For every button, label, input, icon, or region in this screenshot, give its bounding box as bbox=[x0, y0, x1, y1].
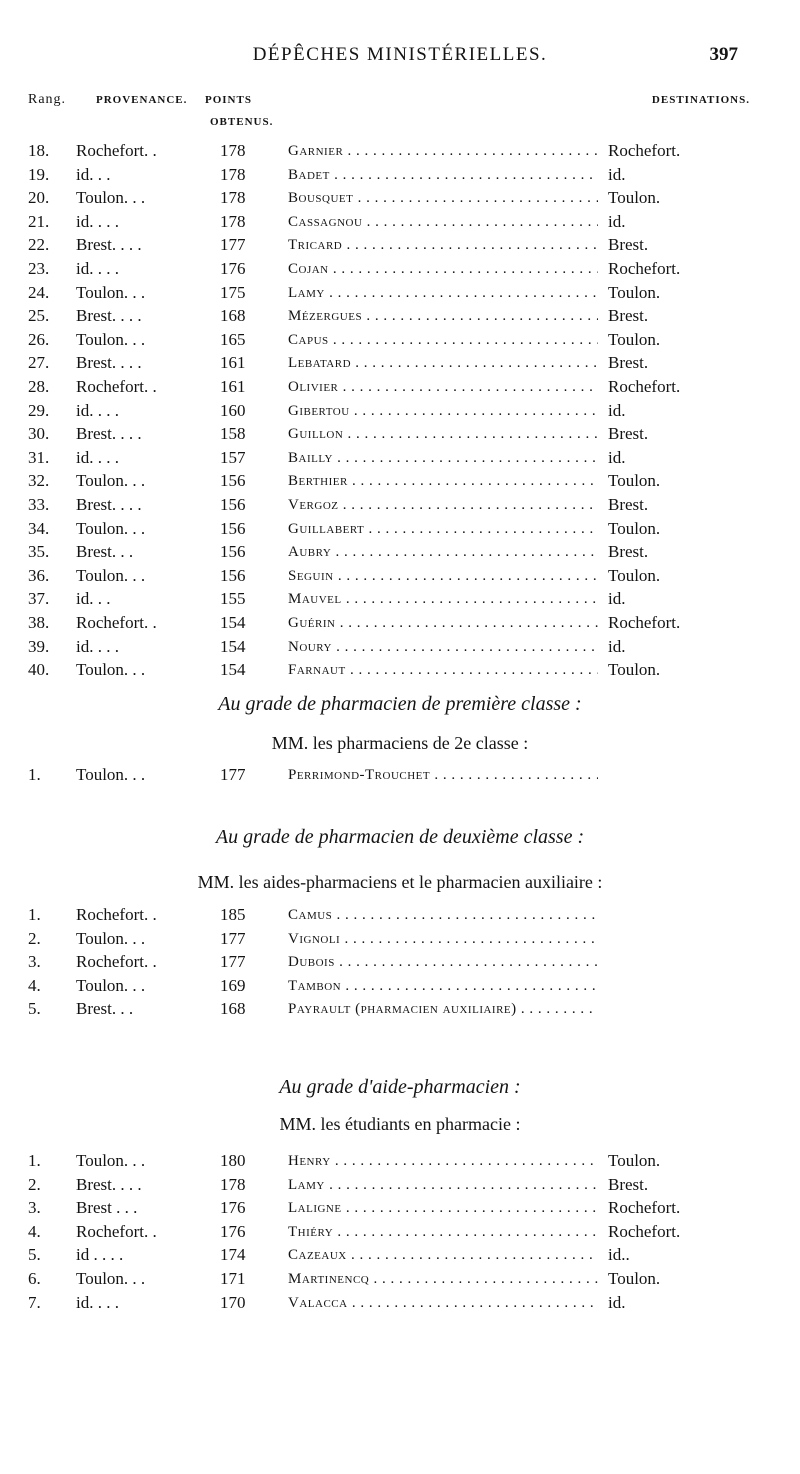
name-cell: Guérin . . . bbox=[288, 612, 598, 634]
points-cell: 177 bbox=[220, 952, 246, 972]
points-cell: 158 bbox=[220, 424, 246, 444]
page-title: DÉPÊCHES MINISTÉRIELLES. bbox=[252, 44, 548, 65]
destination-cell: id. bbox=[608, 164, 626, 184]
table-row bbox=[0, 400, 800, 422]
rank-cell: 33. bbox=[28, 495, 50, 514]
destination-cell: Brest. bbox=[608, 542, 649, 562]
section-subtitle-aides-pharmaciens: MM. les aides-pharmaciens et le pharmacien auxiliaire : bbox=[197, 872, 603, 892]
column-header-obtenus: OBTENUS. bbox=[210, 116, 274, 128]
rank-cell: 31. bbox=[28, 447, 50, 467]
rank-cell: 40. bbox=[28, 660, 50, 680]
table-row bbox=[0, 975, 800, 997]
table-row bbox=[0, 1292, 800, 1314]
name-cell: Seguin . . . bbox=[288, 565, 598, 587]
provenance-cell: Toulon. . . bbox=[76, 188, 146, 208]
points-cell: 154 bbox=[220, 660, 246, 680]
table-row bbox=[0, 140, 800, 162]
points-cell: 156 bbox=[220, 471, 246, 491]
points-cell: 170 bbox=[220, 1292, 246, 1312]
provenance-cell: Toulon. . . bbox=[76, 329, 146, 349]
destination-cell: Toulon. bbox=[608, 565, 661, 585]
table-row bbox=[0, 1197, 800, 1219]
provenance-cell: id. . . . bbox=[76, 636, 119, 656]
destination-cell: Rochefort. bbox=[608, 259, 681, 278]
section-subtitle-pharmaciens-2e-classe: MM. les pharmaciens de 2e classe : bbox=[271, 733, 529, 753]
destination-cell: Brest. bbox=[608, 495, 649, 514]
rank-cell: 1. bbox=[28, 765, 41, 784]
rank-cell: 29. bbox=[28, 400, 50, 420]
name-cell: Payrault (pharmacien auxiliaire) . . . . bbox=[288, 998, 598, 1020]
provenance-cell: Brest. . . . bbox=[76, 1174, 142, 1194]
points-cell: 177 bbox=[220, 235, 246, 255]
points-cell: 155 bbox=[220, 589, 246, 609]
table-row bbox=[0, 1174, 800, 1196]
column-header-provenance: PROVENANCE. bbox=[96, 94, 188, 106]
rank-cell: 24. bbox=[28, 282, 50, 302]
rank-cell: 4. bbox=[28, 1221, 41, 1241]
rank-cell: 21. bbox=[28, 211, 50, 231]
points-cell: 177 bbox=[220, 765, 246, 784]
rank-cell: 38. bbox=[28, 613, 50, 632]
name-cell: Perrimond-Trouchet . . . bbox=[288, 764, 598, 786]
provenance-cell: Rochefort. . bbox=[76, 141, 157, 160]
points-cell: 156 bbox=[220, 542, 246, 562]
rank-cell: 32. bbox=[28, 471, 50, 491]
points-cell: 160 bbox=[220, 400, 246, 420]
points-cell: 156 bbox=[220, 495, 246, 514]
provenance-cell: Toulon. . . bbox=[76, 518, 146, 538]
name-cell: Camus . . . bbox=[288, 904, 598, 926]
column-headers bbox=[0, 90, 800, 130]
rank-cell: 19. bbox=[28, 164, 50, 184]
name-cell: Tricard . . . bbox=[288, 234, 598, 256]
rank-cell: 25. bbox=[28, 306, 50, 326]
destination-cell: Brest. bbox=[608, 424, 649, 444]
table-row bbox=[0, 329, 800, 351]
provenance-cell: Toulon. . . bbox=[76, 928, 146, 948]
name-cell: Bousquet . . . bbox=[288, 187, 598, 209]
name-cell: Lamy . . . bbox=[288, 1174, 598, 1196]
name-cell: Cazeaux . . . bbox=[288, 1244, 598, 1266]
column-header-destinations: DESTINATIONS. bbox=[651, 94, 750, 106]
destination-cell: id.. bbox=[608, 1245, 630, 1265]
rank-cell: 6. bbox=[28, 1269, 41, 1288]
provenance-cell: id . . . . bbox=[76, 1245, 124, 1265]
name-cell: Olivier . . . bbox=[288, 376, 598, 398]
rank-cell: 3. bbox=[28, 1198, 41, 1218]
points-cell: 176 bbox=[220, 1221, 246, 1241]
name-cell: Farnaut . . . bbox=[288, 659, 598, 681]
table-row bbox=[0, 541, 800, 563]
table-row bbox=[0, 951, 800, 973]
provenance-cell: Rochefort. . bbox=[76, 1221, 157, 1241]
destination-cell: Rochefort. bbox=[608, 613, 681, 632]
points-cell: 168 bbox=[220, 306, 246, 326]
table-row bbox=[0, 258, 800, 280]
destination-cell: Rochefort. bbox=[608, 1221, 681, 1241]
destination-cell: Toulon. bbox=[608, 329, 661, 349]
points-cell: 154 bbox=[220, 613, 246, 632]
points-cell: 169 bbox=[220, 975, 246, 995]
table-row bbox=[0, 518, 800, 540]
name-cell: Dubois . . . bbox=[288, 951, 598, 973]
table-row bbox=[0, 998, 800, 1020]
provenance-cell: Brest. . . . bbox=[76, 495, 142, 514]
provenance-cell: Brest. . . bbox=[76, 999, 134, 1019]
rank-cell: 1. bbox=[28, 905, 41, 924]
table-row bbox=[0, 1268, 800, 1290]
name-cell: Bailly . . . bbox=[288, 447, 598, 469]
destination-cell: id. bbox=[608, 400, 626, 420]
rank-cell: 27. bbox=[28, 353, 50, 373]
provenance-cell: Toulon. . . bbox=[76, 765, 146, 784]
name-cell: Garnier . . . bbox=[288, 140, 598, 162]
rank-cell: 28. bbox=[28, 377, 50, 396]
destination-cell: id. bbox=[608, 589, 626, 609]
name-cell: Martinencq . . . bbox=[288, 1268, 598, 1290]
destination-cell: Rochefort. bbox=[608, 141, 681, 160]
points-cell: 174 bbox=[220, 1245, 246, 1265]
table-row bbox=[0, 1244, 800, 1266]
table-row bbox=[0, 447, 800, 469]
table-row bbox=[0, 211, 800, 233]
rank-cell: 39. bbox=[28, 636, 50, 656]
points-cell: 178 bbox=[220, 188, 246, 208]
destination-cell: Toulon. bbox=[608, 471, 661, 491]
provenance-cell: Toulon. . . bbox=[76, 471, 146, 491]
points-cell: 176 bbox=[220, 259, 246, 278]
table-row bbox=[0, 282, 800, 304]
table-row bbox=[0, 904, 800, 926]
table-row bbox=[0, 423, 800, 445]
rank-cell: 30. bbox=[28, 424, 50, 444]
points-cell: 154 bbox=[220, 636, 246, 656]
table-row bbox=[0, 588, 800, 610]
rank-cell: 5. bbox=[28, 999, 41, 1019]
points-cell: 165 bbox=[220, 329, 246, 349]
provenance-cell: id. . . . bbox=[76, 400, 119, 420]
rank-cell: 20. bbox=[28, 188, 50, 208]
provenance-cell: id. . . bbox=[76, 589, 111, 609]
destination-cell: Toulon. bbox=[608, 518, 661, 538]
name-cell: Lamy . . . bbox=[288, 282, 598, 304]
rank-cell: 4. bbox=[28, 975, 41, 995]
column-header-rang: Rang. bbox=[28, 92, 67, 107]
provenance-cell: Brest. . . . bbox=[76, 235, 142, 255]
table-row bbox=[0, 565, 800, 587]
provenance-cell: Brest. . . . bbox=[76, 424, 142, 444]
rank-cell: 7. bbox=[28, 1292, 41, 1312]
name-cell: Gibertou . . . bbox=[288, 400, 598, 422]
table-row bbox=[0, 234, 800, 256]
destination-cell: Toulon. bbox=[608, 660, 661, 680]
name-cell: Mézergues . . . bbox=[288, 305, 598, 327]
table-row bbox=[0, 470, 800, 492]
points-cell: 156 bbox=[220, 565, 246, 585]
points-cell: 161 bbox=[220, 353, 246, 373]
name-cell: Aubry . . . bbox=[288, 541, 598, 563]
rank-cell: 23. bbox=[28, 259, 50, 278]
destination-cell: id. bbox=[608, 211, 626, 231]
table-row bbox=[0, 305, 800, 327]
page-number: 397 bbox=[709, 44, 738, 65]
rank-cell: 22. bbox=[28, 235, 50, 255]
provenance-cell: Toulon. . . bbox=[76, 1269, 146, 1288]
table-row bbox=[0, 376, 800, 398]
rank-cell: 37. bbox=[28, 589, 50, 609]
name-cell: Guillon . . . bbox=[288, 423, 598, 445]
provenance-cell: Toulon. . . bbox=[76, 565, 146, 585]
provenance-cell: id. . . . bbox=[76, 447, 119, 467]
destination-cell: id. bbox=[608, 1292, 626, 1312]
table-row bbox=[0, 764, 800, 786]
table-row bbox=[0, 494, 800, 516]
points-cell: 178 bbox=[220, 141, 246, 160]
provenance-cell: Toulon. . . bbox=[76, 282, 146, 302]
rank-cell: 2. bbox=[28, 928, 41, 948]
name-cell: Vergoz . . . bbox=[288, 494, 598, 516]
provenance-cell: Toulon. . . bbox=[76, 1151, 146, 1170]
destination-cell: Toulon. bbox=[608, 1151, 661, 1170]
table-row bbox=[0, 636, 800, 658]
points-cell: 156 bbox=[220, 518, 246, 538]
points-cell: 180 bbox=[220, 1151, 246, 1170]
column-header-points: POINTS bbox=[205, 94, 252, 106]
table-row bbox=[0, 164, 800, 186]
rank-cell: 26. bbox=[28, 329, 50, 349]
points-cell: 168 bbox=[220, 999, 246, 1019]
name-cell: Capus . . . bbox=[288, 329, 598, 351]
name-cell: Cojan . . . bbox=[288, 258, 598, 280]
destination-cell: Rochefort. bbox=[608, 377, 681, 396]
points-cell: 178 bbox=[220, 1174, 246, 1194]
rank-cell: 5. bbox=[28, 1245, 41, 1265]
name-cell: Berthier . . . bbox=[288, 470, 598, 492]
destination-cell: Rochefort. bbox=[608, 1198, 681, 1218]
name-cell: Henry . . . bbox=[288, 1150, 598, 1172]
section-title-pharmacien-deuxieme-classe: Au grade de pharmacien de deuxième classe : bbox=[215, 826, 585, 848]
points-cell: 178 bbox=[220, 211, 246, 231]
table-row bbox=[0, 928, 800, 950]
section-subtitle-etudiants: MM. les étudiants en pharmacie : bbox=[279, 1114, 521, 1134]
provenance-cell: id. . . . bbox=[76, 259, 119, 278]
table-row bbox=[0, 1221, 800, 1243]
destination-cell: Brest. bbox=[608, 235, 649, 255]
name-cell: Vignoli . . . bbox=[288, 928, 598, 950]
section-title-pharmacien-premiere-classe: Au grade de pharmacien de première classe : bbox=[218, 693, 582, 715]
points-cell: 175 bbox=[220, 282, 246, 302]
destination-cell: Brest. bbox=[608, 306, 649, 326]
running-head bbox=[0, 44, 800, 70]
destination-cell: Toulon. bbox=[608, 188, 661, 208]
points-cell: 178 bbox=[220, 164, 246, 184]
table-row bbox=[0, 352, 800, 374]
name-cell: Tambon . . . bbox=[288, 975, 598, 997]
points-cell: 177 bbox=[220, 928, 246, 948]
provenance-cell: Brest. . . bbox=[76, 542, 134, 562]
provenance-cell: id. . . . bbox=[76, 1292, 119, 1312]
provenance-cell: id. . . bbox=[76, 164, 111, 184]
points-cell: 185 bbox=[220, 905, 246, 924]
destination-cell: id. bbox=[608, 636, 626, 656]
provenance-cell: Rochefort. . bbox=[76, 613, 157, 632]
destination-cell: Toulon. bbox=[608, 1269, 661, 1288]
name-cell: Laligne . . . bbox=[288, 1197, 598, 1219]
name-cell: Thiéry . . . bbox=[288, 1221, 598, 1243]
provenance-cell: Rochefort. . bbox=[76, 905, 157, 924]
rank-cell: 35. bbox=[28, 542, 50, 562]
provenance-cell: Rochefort. . bbox=[76, 377, 157, 396]
name-cell: Noury . . . bbox=[288, 636, 598, 658]
rank-cell: 2. bbox=[28, 1174, 41, 1194]
table-row bbox=[0, 187, 800, 209]
name-cell: Mauvel . . . bbox=[288, 588, 598, 610]
rank-cell: 3. bbox=[28, 952, 41, 972]
destination-cell: id. bbox=[608, 447, 626, 467]
provenance-cell: Rochefort. . bbox=[76, 952, 157, 972]
name-cell: Valacca . . . bbox=[288, 1292, 598, 1314]
destination-cell: Toulon. bbox=[608, 282, 661, 302]
rank-cell: 34. bbox=[28, 518, 50, 538]
rank-cell: 36. bbox=[28, 565, 50, 585]
rank-cell: 1. bbox=[28, 1151, 41, 1170]
points-cell: 176 bbox=[220, 1198, 246, 1218]
points-cell: 157 bbox=[220, 447, 246, 467]
table-row bbox=[0, 612, 800, 634]
name-cell: Badet . . . bbox=[288, 164, 598, 186]
table-row bbox=[0, 659, 800, 681]
rank-cell: 18. bbox=[28, 141, 50, 160]
destination-cell: Brest. bbox=[608, 353, 649, 373]
provenance-cell: id. . . . bbox=[76, 211, 119, 231]
name-cell: Guillabert . . . bbox=[288, 518, 598, 540]
name-cell: Cassagnou . . . bbox=[288, 211, 598, 233]
provenance-cell: Brest. . . . bbox=[76, 353, 142, 373]
provenance-cell: Brest. . . . bbox=[76, 306, 142, 326]
points-cell: 161 bbox=[220, 377, 246, 396]
name-cell: Lebatard . . . bbox=[288, 352, 598, 374]
destination-cell: Brest. bbox=[608, 1174, 649, 1194]
table-row bbox=[0, 1150, 800, 1172]
points-cell: 171 bbox=[220, 1269, 246, 1288]
provenance-cell: Toulon. . . bbox=[76, 660, 146, 680]
provenance-cell: Toulon. . . bbox=[76, 975, 146, 995]
section-title-aide-pharmacien: Au grade d'aide-pharmacien : bbox=[279, 1076, 521, 1098]
provenance-cell: Brest . . . bbox=[76, 1198, 138, 1218]
